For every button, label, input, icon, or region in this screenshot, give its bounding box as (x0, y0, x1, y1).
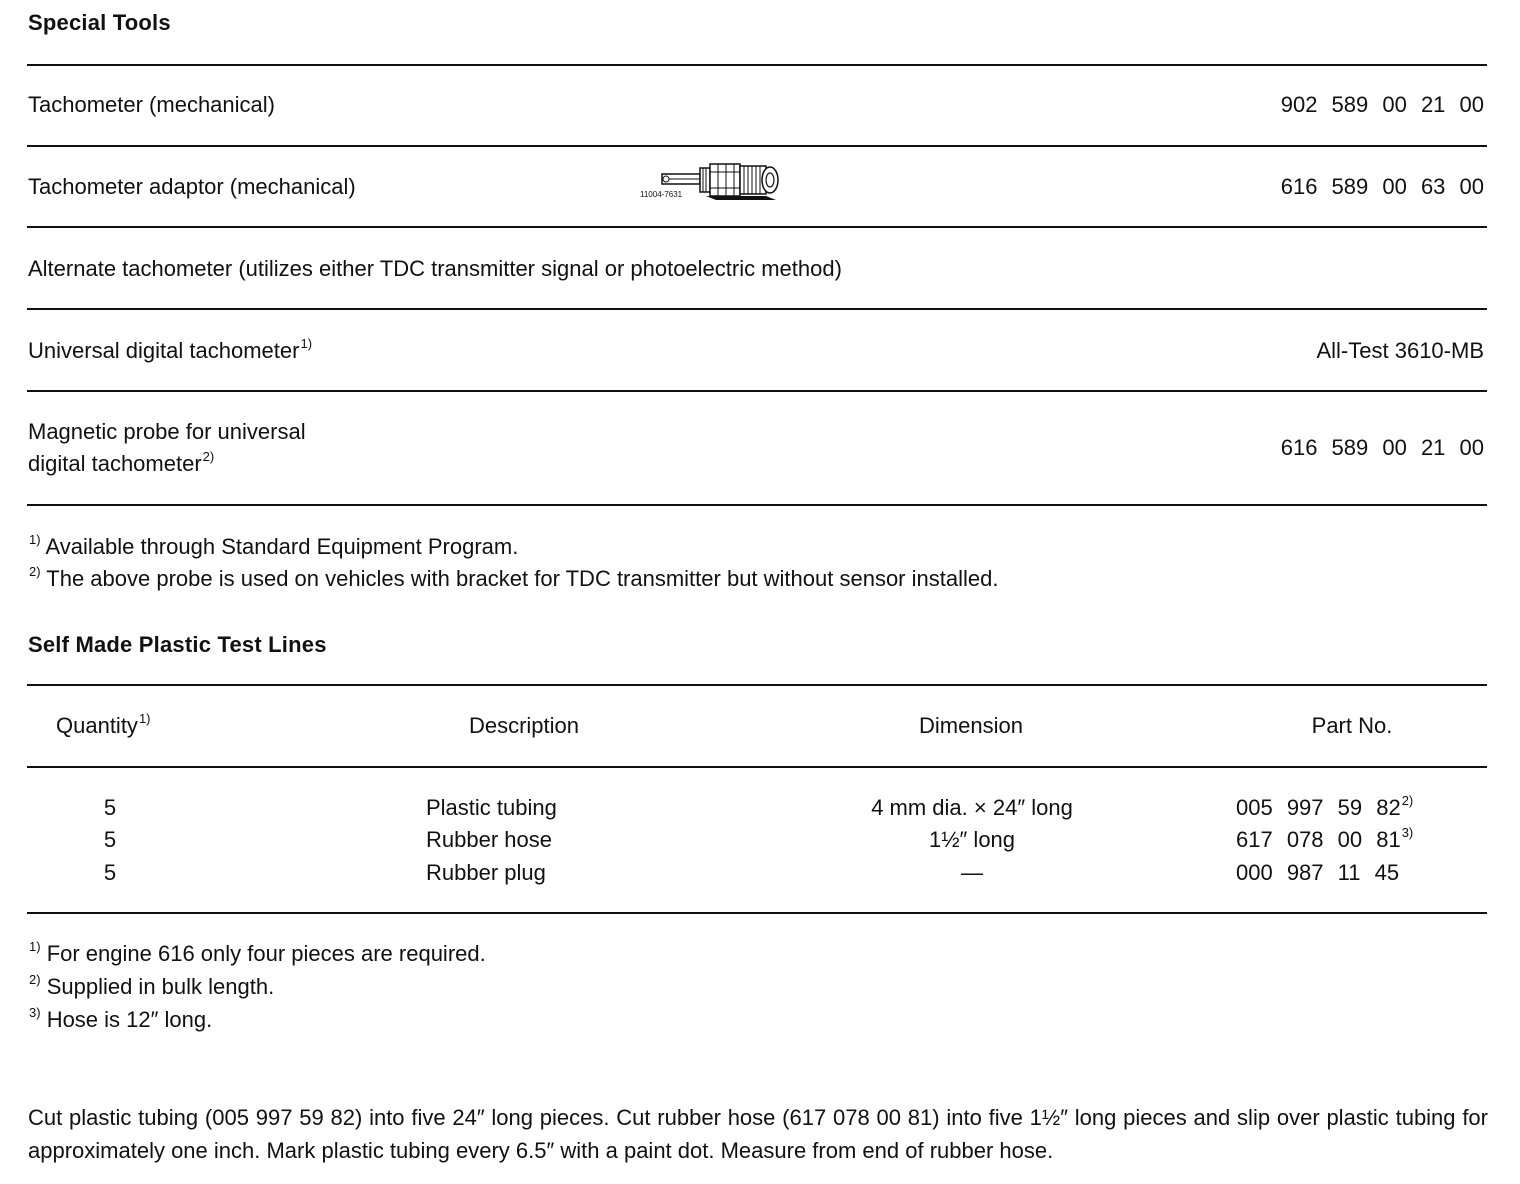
divider (27, 64, 1487, 66)
tool-label-magnetic-probe-line2 (28, 451, 214, 477)
cell-part-no (1236, 795, 1413, 821)
tachometer-adaptor-illustration (636, 160, 786, 204)
table-footnote-2 (28, 974, 274, 1000)
footnote-marker: 2) (29, 972, 41, 987)
tool-label-text: digital tachometer (28, 451, 202, 476)
part-no-text: 005 997 59 82 (1236, 795, 1401, 820)
tool-part-universal-digital-tachometer: All-Test 3610-MB (1316, 338, 1484, 363)
footnote-text: For engine 616 only four pieces are required. (46, 941, 486, 966)
cell-quantity: 5 (103, 827, 117, 852)
divider (27, 684, 1487, 686)
part-no-text: 000 987 11 45 (1236, 860, 1400, 885)
footnote-1 (28, 534, 518, 560)
divider (27, 308, 1487, 310)
column-header-description: Description (468, 713, 580, 738)
footnote-text: Supplied in bulk length. (46, 974, 275, 999)
cell-part-no (1236, 860, 1400, 886)
tool-label-tachometer-adaptor: Tachometer adaptor (mechanical) (28, 174, 356, 199)
footnote-2 (28, 566, 998, 592)
tool-label-tachometer: Tachometer (mechanical) (28, 92, 275, 117)
tool-label-magnetic-probe-line1: Magnetic probe for universal (28, 419, 306, 444)
footnote-marker: 1) (138, 711, 151, 726)
footnote-marker: 2) (29, 564, 41, 579)
column-header-quantity (56, 713, 151, 739)
cell-dimension: 4 mm dia. × 24″ long (871, 795, 1073, 820)
tool-part-magnetic-probe: 616 589 00 21 00 (1280, 435, 1484, 460)
footnote-marker: 2) (202, 449, 215, 464)
tool-label-alternate-tachometer: Alternate tachometer (utilizes either TDC transmitter signal or photoelectric method) (28, 256, 842, 281)
table-footnote-1 (28, 941, 486, 967)
tool-part-tachometer-adaptor: 616 589 00 63 00 (1280, 174, 1484, 199)
footnote-marker: 2) (1401, 793, 1414, 808)
divider (27, 504, 1487, 506)
footnote-marker: 3) (1401, 825, 1414, 840)
footnote-marker: 1) (29, 532, 41, 547)
footnote-text: The above probe is used on vehicles with bracket for TDC transmitter but without sensor installed. (46, 566, 999, 591)
column-header-text: Quantity (56, 713, 138, 738)
tool-label-text: Universal digital tachometer (28, 338, 300, 363)
divider (27, 226, 1487, 228)
cell-dimension: — (961, 860, 983, 885)
part-no-text: 617 078 00 81 (1236, 827, 1401, 852)
test-lines-heading: Self Made Plastic Test Lines (28, 632, 327, 657)
divider (27, 912, 1487, 914)
cell-part-no (1236, 827, 1413, 853)
cell-description: Plastic tubing (426, 795, 557, 820)
column-header-dimension: Dimension (919, 713, 1023, 738)
column-header-part-no: Part No. (1311, 713, 1393, 738)
figure-caption: 11004-7631 (640, 190, 683, 199)
footnote-marker: 1) (300, 336, 313, 351)
cell-quantity: 5 (103, 795, 117, 820)
special-tools-heading: Special Tools (28, 10, 171, 35)
divider (27, 145, 1487, 147)
footnote-marker: 3) (29, 1005, 41, 1020)
footnote-text: Available through Standard Equipment Program. (45, 534, 519, 559)
cell-quantity: 5 (103, 860, 117, 885)
cell-description: Rubber hose (426, 827, 552, 852)
footnote-text: Hose is 12″ long. (46, 1007, 213, 1032)
instructions-paragraph: Cut plastic tubing (005 997 59 82) into five 24″ long pieces. Cut rubber hose (617 078 00 81) into five 1½″ long pieces and slip over plastic tubing for approximately one inch. Mark plastic tubing every 6.5″ with a paint dot. Measure from end of rubber hose. (28, 1105, 1488, 1163)
tool-part-tachometer: 902 589 00 21 00 (1280, 92, 1484, 117)
cell-dimension: 1½″ long (928, 827, 1016, 852)
divider (27, 390, 1487, 392)
tool-label-universal-digital-tachometer (28, 338, 312, 364)
cell-description: Rubber plug (426, 860, 546, 885)
table-footnote-3 (28, 1007, 212, 1033)
divider (27, 766, 1487, 768)
footnote-marker: 1) (29, 939, 41, 954)
